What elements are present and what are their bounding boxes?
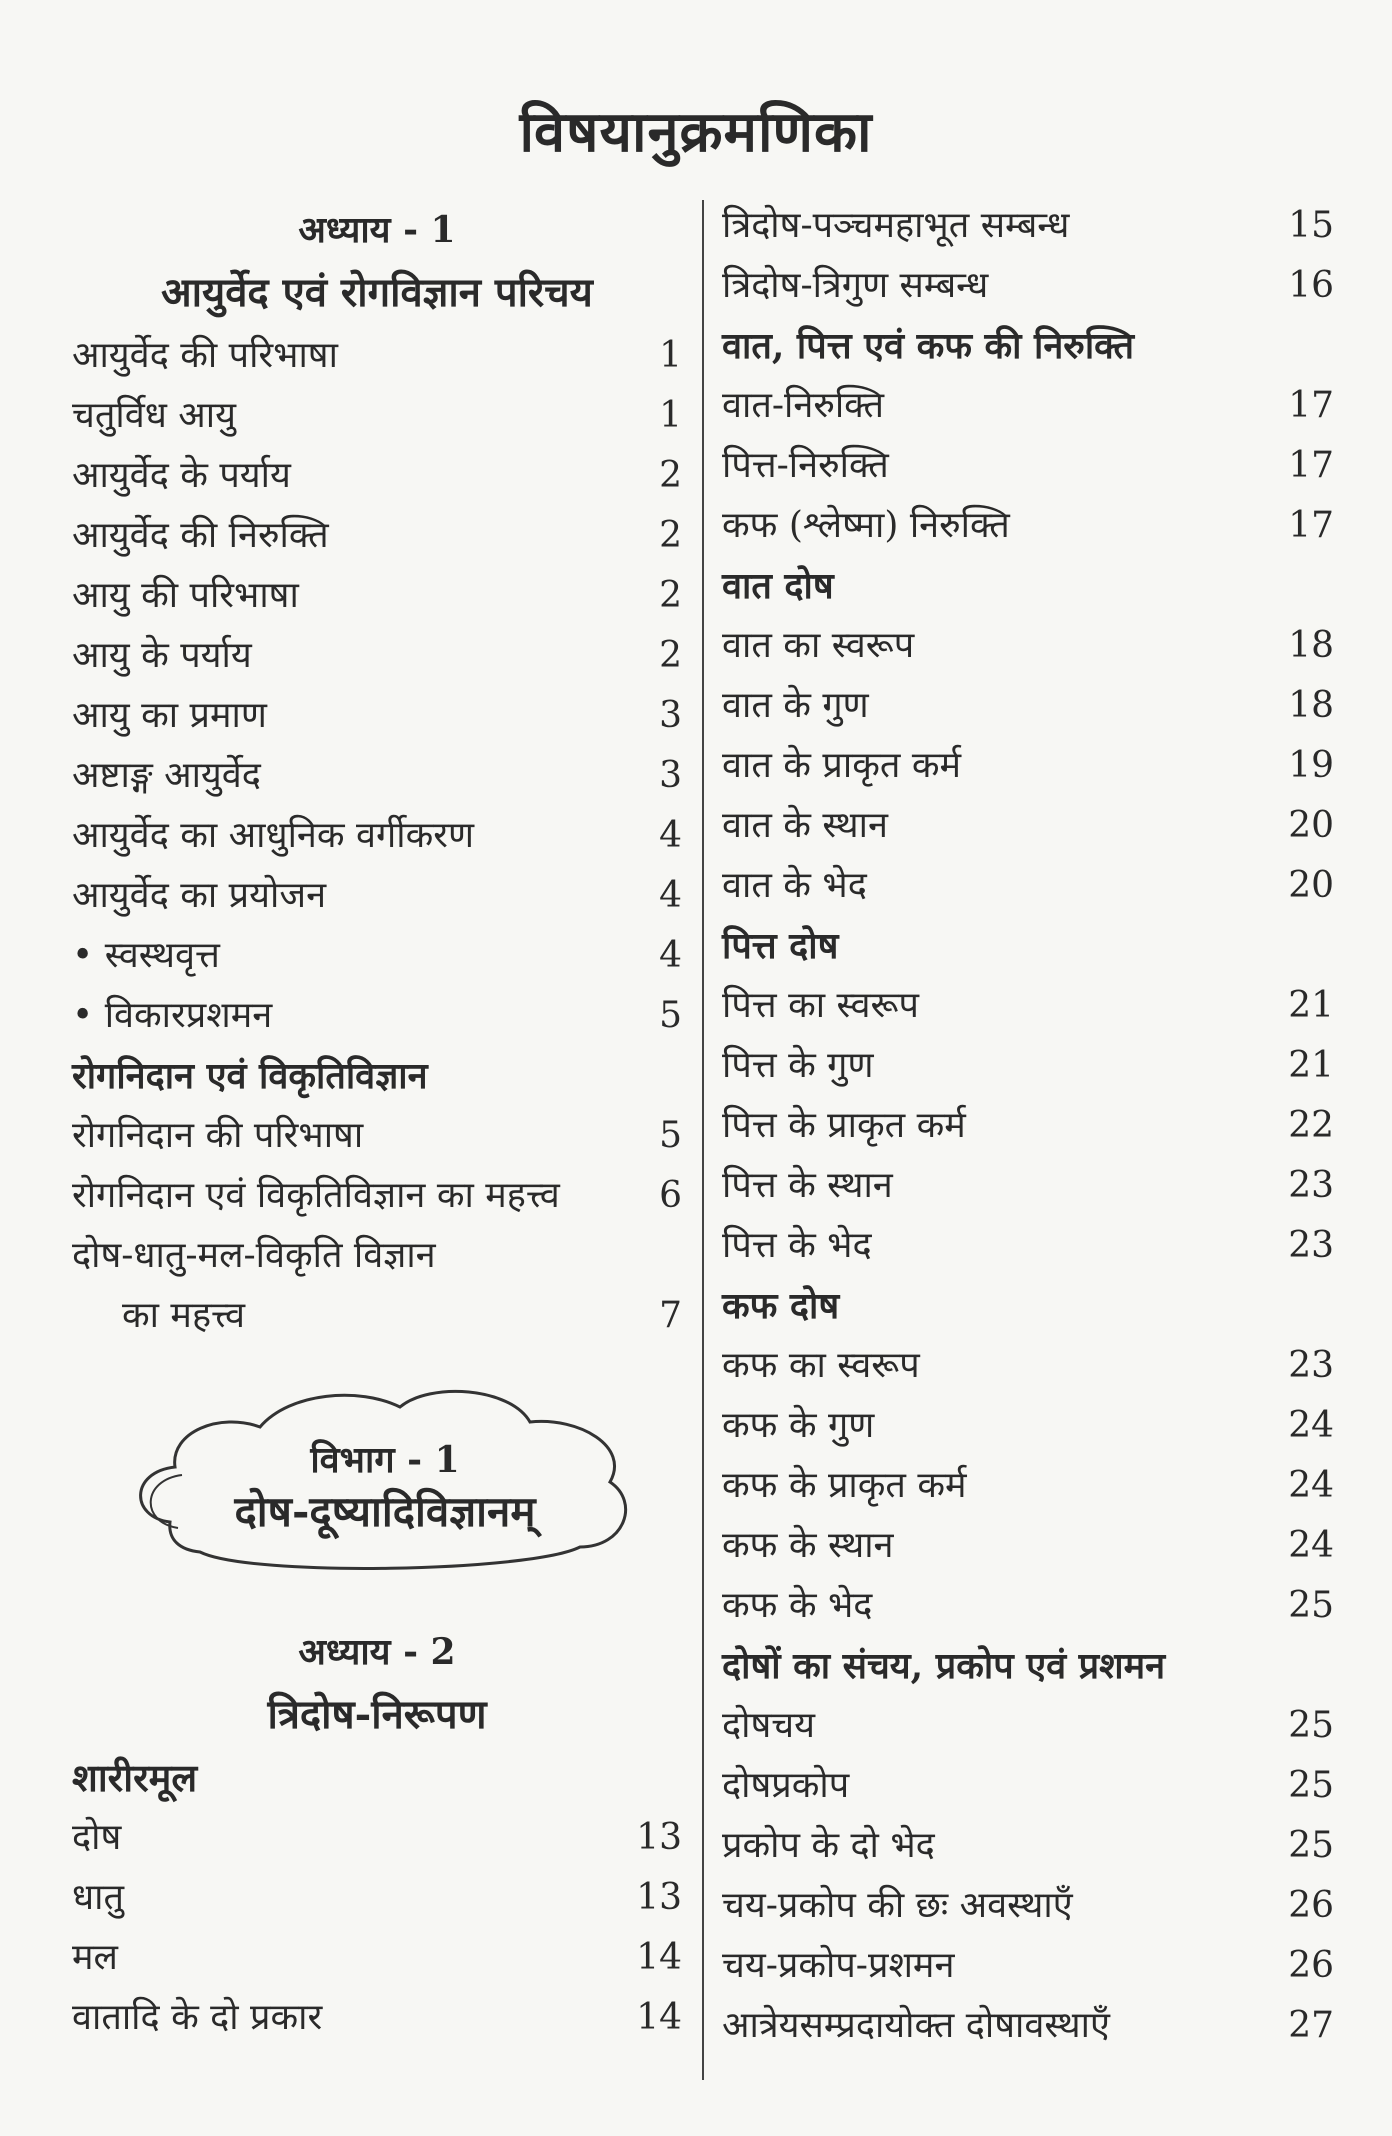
chapter-2-label: अध्याय - 2 (298, 1631, 456, 1673)
left-column (72, 200, 682, 2048)
toc-entry[interactable] (722, 256, 1334, 316)
toc-entry[interactable] (72, 806, 682, 866)
toc-entry-page: 23 (1288, 1225, 1334, 1266)
toc-entry-text: वात के प्राकृत कर्म (722, 745, 961, 786)
toc-entry-page: 3 (659, 755, 682, 796)
chapter-2-title: त्रिदोष-निरूपण (267, 1691, 487, 1738)
toc-entry-page: 17 (1288, 385, 1334, 426)
toc-entry-page: 5 (659, 1115, 682, 1156)
toc-entry-page: 2 (659, 455, 682, 496)
toc-entry[interactable] (722, 496, 1334, 556)
toc-entry-text: वात के गुण (722, 685, 869, 726)
toc-entry[interactable] (722, 1816, 1334, 1876)
toc-entry[interactable] (722, 196, 1334, 256)
toc-entry-text: आयुर्वेद के पर्याय (72, 455, 291, 496)
toc-entry-text: धातु (72, 1877, 124, 1918)
toc-entry[interactable] (72, 746, 682, 806)
toc-entry[interactable] (722, 856, 1334, 916)
toc-entry[interactable] (722, 1216, 1334, 1276)
toc-entry-page: 2 (659, 635, 682, 676)
column-divider (702, 200, 704, 2080)
section-heading: दोषों का संचय, प्रकोप एवं प्रशमन (722, 1645, 1166, 1687)
toc-entry[interactable] (72, 1928, 682, 1988)
toc-entry-text: • स्वस्थवृत्त (72, 926, 220, 986)
toc-entry[interactable] (72, 1868, 682, 1928)
toc-entry-text: वात-निरुक्ति (722, 385, 884, 426)
toc-entry-page: 20 (1288, 865, 1334, 906)
toc-entry-text: रोगनिदान की परिभाषा (72, 1115, 364, 1156)
section-heading: शारीरमूल (72, 1755, 198, 1800)
toc-entry-page: 21 (1288, 985, 1334, 1026)
toc-entry-text: आयुर्वेद की परिभाषा (72, 335, 338, 376)
toc-entry-text: दोषप्रकोप (722, 1765, 850, 1806)
toc-entry[interactable] (722, 796, 1334, 856)
toc-entry-page: 20 (1288, 805, 1334, 846)
toc-entry[interactable] (72, 446, 682, 506)
toc-entry-text: पित्त के गुण (722, 1045, 874, 1086)
toc-entry-page: 4 (659, 875, 682, 916)
toc-entry-text: आयु का प्रमाण (72, 695, 267, 736)
section-heading: पित्त दोष (722, 925, 839, 967)
toc-entry[interactable] (722, 1156, 1334, 1216)
toc-entry-text: का महत्त्व (122, 1295, 245, 1336)
toc-entry[interactable] (72, 1808, 682, 1868)
toc-entry[interactable] (72, 1988, 682, 2048)
toc-entry[interactable] (722, 1996, 1334, 2056)
toc-entry[interactable] (72, 506, 682, 566)
toc-entry[interactable] (72, 386, 682, 446)
toc-entry-text: कफ के प्राकृत कर्म (722, 1465, 967, 1506)
toc-entry-page: 17 (1288, 505, 1334, 546)
toc-entry-page: 1 (659, 335, 682, 376)
toc-entry-page: 25 (1288, 1765, 1334, 1806)
toc-entry-text: चतुर्विध आयु (72, 395, 236, 436)
toc-entry[interactable] (72, 926, 682, 986)
toc-entry-text: पित्त के स्थान (722, 1165, 893, 1206)
toc-entry-text: आत्रेयसम्प्रदायोक्त दोषावस्थाएँ (722, 2005, 1110, 2046)
toc-entry[interactable] (722, 1936, 1334, 1996)
toc-entry-text: कफ (श्लेष्मा) निरुक्ति (722, 505, 1010, 546)
toc-entry-page: 24 (1288, 1405, 1334, 1446)
toc-entry[interactable] (72, 1226, 682, 1286)
toc-entry-page: 6 (659, 1175, 682, 1216)
right-column (722, 196, 1334, 2056)
chapter-1-label: अध्याय - 1 (298, 209, 456, 251)
section-heading: रोगनिदान एवं विकृतिविज्ञान (72, 1055, 428, 1097)
toc-entry[interactable] (722, 676, 1334, 736)
toc-entry[interactable] (722, 736, 1334, 796)
toc-entry-text: कफ के गुण (722, 1405, 875, 1446)
toc-entry[interactable] (72, 866, 682, 926)
toc-entry-page: 24 (1288, 1465, 1334, 1506)
toc-entry-page: 25 (1288, 1705, 1334, 1746)
toc-entry-page: 4 (659, 815, 682, 856)
toc-entry-page: 26 (1288, 1945, 1334, 1986)
toc-entry-page: 25 (1288, 1825, 1334, 1866)
toc-entry-page: 13 (636, 1877, 682, 1918)
toc-entry[interactable] (722, 616, 1334, 676)
toc-entry[interactable] (72, 1166, 682, 1226)
chapter-1-title: आयुर्वेद एवं रोगविज्ञान परिचय (161, 269, 593, 316)
toc-entry-page: 24 (1288, 1525, 1334, 1566)
toc-entry[interactable] (722, 436, 1334, 496)
toc-entry-text: पित्त के भेद (722, 1225, 872, 1266)
toc-entry-text: पित्त के प्राकृत कर्म (722, 1105, 966, 1146)
toc-entry[interactable] (722, 1456, 1334, 1516)
toc-entry-text: आयुर्वेद की निरुक्ति (72, 515, 329, 556)
toc-entry-continued[interactable] (72, 1286, 682, 1346)
vibhag-title: दोष-दूष्यादिविज्ञानम् (234, 1487, 536, 1536)
section-heading: वात, पित्त एवं कफ की निरुक्ति (722, 325, 1134, 367)
toc-entry-text: रोगनिदान एवं विकृतिविज्ञान का महत्त्व (72, 1175, 560, 1216)
section-heading: वात दोष (722, 565, 834, 607)
toc-entry-text: वात के भेद (722, 865, 867, 906)
toc-entry-text: दोष (72, 1817, 122, 1858)
toc-entry[interactable] (72, 566, 682, 626)
toc-entry-text: मल (72, 1937, 118, 1978)
vibhag-banner (130, 1372, 640, 1582)
toc-entry-page: 2 (659, 515, 682, 556)
toc-entry[interactable] (72, 1106, 682, 1166)
toc-entry-text: प्रकोप के दो भेद (722, 1825, 935, 1866)
toc-entry-page: 18 (1288, 625, 1334, 666)
toc-entry-text: वात का स्वरूप (722, 625, 915, 666)
toc-entry-text: पित्त-निरुक्ति (722, 445, 889, 486)
toc-entry[interactable] (722, 376, 1334, 436)
toc-entry-text: वात के स्थान (722, 805, 888, 846)
toc-entry-text: अष्टाङ्ग आयुर्वेद (72, 755, 261, 796)
toc-entry-page: 23 (1288, 1165, 1334, 1206)
toc-entry-page: 14 (636, 1937, 682, 1978)
toc-entry[interactable] (722, 1576, 1334, 1636)
toc-entry-page: 21 (1288, 1045, 1334, 1086)
toc-entry[interactable] (722, 1036, 1334, 1096)
toc-entry[interactable] (722, 976, 1334, 1036)
toc-entry-page: 1 (659, 395, 682, 436)
toc-entry-text: पित्त का स्वरूप (722, 985, 919, 1026)
toc-entry-text: कफ के स्थान (722, 1525, 894, 1566)
toc-entry-text: दोष-धातु-मल-विकृति विज्ञान (72, 1235, 436, 1276)
toc-entry[interactable] (722, 1876, 1334, 1936)
toc-entry-page: 25 (1288, 1585, 1334, 1626)
toc-entry-text: कफ का स्वरूप (722, 1345, 920, 1386)
toc-entry-page: 7 (659, 1295, 682, 1336)
toc-entry-text: आयुर्वेद का प्रयोजन (72, 875, 327, 916)
toc-entry-page: 3 (659, 695, 682, 736)
toc-entry-page: 15 (1288, 205, 1334, 246)
toc-entry-text: चय-प्रकोप-प्रशमन (722, 1945, 955, 1986)
toc-entry-text: • विकारप्रशमन (72, 986, 272, 1046)
toc-entry-text: चय-प्रकोप की छः अवस्थाएँ (722, 1885, 1073, 1926)
toc-entry-page: 18 (1288, 685, 1334, 726)
toc-entry-page: 17 (1288, 445, 1334, 486)
toc-entry-text: आयु की परिभाषा (72, 575, 299, 616)
toc-entry-page: 4 (659, 935, 682, 976)
toc-entry[interactable] (72, 326, 682, 386)
toc-entry[interactable] (722, 1396, 1334, 1456)
toc-entry[interactable] (722, 1696, 1334, 1756)
toc-entry-text: त्रिदोष-त्रिगुण सम्बन्ध (722, 265, 989, 306)
toc-entry[interactable] (722, 1756, 1334, 1816)
section-heading: कफ दोष (722, 1285, 840, 1327)
toc-entry-page: 27 (1288, 2005, 1334, 2046)
toc-entry-page: 22 (1288, 1105, 1334, 1146)
toc-entry-page: 26 (1288, 1885, 1334, 1926)
toc-entry[interactable] (72, 986, 682, 1046)
toc-entry-page: 16 (1288, 265, 1334, 306)
toc-entry-page: 13 (636, 1817, 682, 1858)
toc-entry[interactable] (72, 626, 682, 686)
page-title: विषयानुक्रमणिका (519, 99, 873, 165)
toc-entry[interactable] (722, 1096, 1334, 1156)
toc-entry-text: आयु के पर्याय (72, 635, 252, 676)
vibhag-label: विभाग - 1 (310, 1439, 460, 1481)
toc-entry-text: आयुर्वेद का आधुनिक वर्गीकरण (72, 815, 474, 856)
toc-entry[interactable] (72, 686, 682, 746)
toc-entry[interactable] (722, 1336, 1334, 1396)
toc-entry-page: 19 (1288, 745, 1334, 786)
toc-entry-page: 23 (1288, 1345, 1334, 1386)
toc-entry[interactable] (722, 1516, 1334, 1576)
toc-entry-page: 14 (636, 1997, 682, 2038)
toc-entry-text: कफ के भेद (722, 1585, 873, 1626)
toc-entry-text: त्रिदोष-पञ्चमहाभूत सम्बन्ध (722, 205, 1070, 246)
toc-entry-text: वातादि के दो प्रकार (72, 1997, 323, 2038)
toc-entry-page: 5 (659, 995, 682, 1036)
toc-entry-text: दोषचय (722, 1705, 815, 1746)
toc-entry-page: 2 (659, 575, 682, 616)
